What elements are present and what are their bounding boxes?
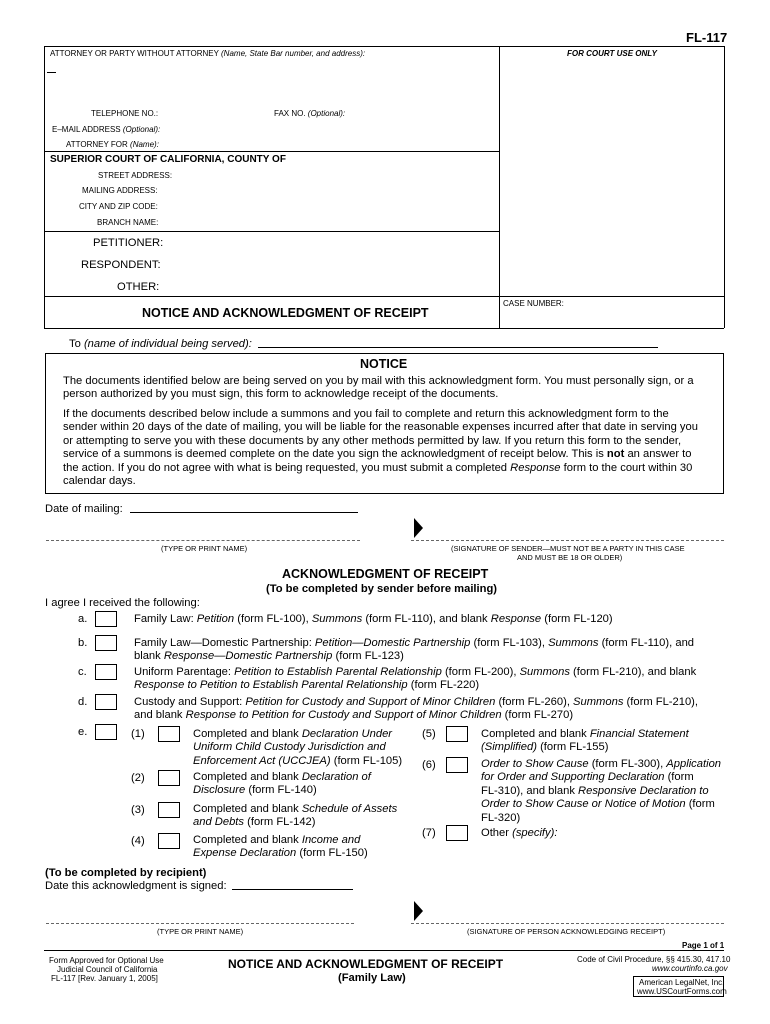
footer-top-line: [44, 950, 724, 951]
recipient-type-name-label: (TYPE OR PRINT NAME): [157, 927, 244, 936]
recipient-name-field[interactable]: [46, 923, 354, 924]
item-e6-checkbox[interactable]: [446, 757, 468, 773]
court-title: SUPERIOR COURT OF CALIFORNIA, COUNTY OF: [50, 154, 286, 165]
item-e2-text: Completed and blank Declaration of Disclosure (form FL-140): [193, 771, 371, 797]
item-e5-number: (5): [422, 728, 436, 740]
court-use-label: FOR COURT USE ONLY: [567, 49, 657, 58]
recipient-signature-label: (SIGNATURE OF PERSON ACKNOWLEDGING RECEIPT): [467, 927, 666, 936]
ack-heading: ACKNOWLEDGMENT OF RECEIPT: [282, 567, 489, 581]
item-a-text: Family Law: Petition (form FL-100), Summons (form FL-110), and blank Response (form FL-120): [134, 613, 613, 625]
header-right-line: [724, 46, 725, 328]
item-b-letter: b.: [78, 637, 88, 649]
footer-approved-3: FL-117 [Rev. January 1, 2005]: [51, 974, 158, 983]
header-line-attorney-bottom: [44, 151, 499, 152]
notice-paragraph-1: [63, 375, 694, 402]
item-e-checkbox[interactable]: [95, 724, 117, 740]
item-e3-text: Completed and blank Schedule of Assets and Debts (form FL-142): [193, 803, 398, 829]
item-e-letter: e.: [78, 726, 88, 738]
footer-approved-2: Judicial Council of California: [57, 965, 158, 974]
attorney-label: ATTORNEY OR PARTY WITHOUT ATTORNEY (Name, State Bar number, and address):: [50, 49, 366, 58]
item-e6-number: (6): [422, 759, 436, 771]
footer-approved-1: Form Approved for Optional Use: [49, 956, 164, 965]
recipient-date-field[interactable]: [232, 889, 353, 890]
notice-paragraph-2: [63, 408, 698, 488]
notice-p2-line-2: sender within 20 days of the date of mailing, you will be liable for the reasonable expenses incurred after that date in serving you: [63, 421, 698, 434]
item-e6-text: Order to Show Cause (form FL-300), Application for Order and Supporting Declaration (form FL-310), and blank Responsive Declaration to Order to Show Cause or Notice of Motion (form FL-320): [481, 758, 722, 824]
date-of-mailing-field[interactable]: [130, 512, 358, 513]
item-b-checkbox[interactable]: [95, 635, 117, 651]
sender-type-name-label: (TYPE OR PRINT NAME): [161, 544, 248, 553]
respondent-label: RESPONDENT:: [81, 259, 161, 271]
item-e7-number: (7): [422, 827, 436, 839]
item-d-checkbox[interactable]: [95, 694, 117, 710]
notice-p1-line-1: The documents identified below are being served on you by mail with this acknowledgment form. You must personally sign, or a: [63, 375, 694, 387]
sender-arrow-icon: [414, 518, 423, 538]
header-bottom-line: [44, 328, 724, 329]
fax-label: FAX NO. (Optional):: [274, 109, 346, 118]
item-d-text: Custody and Support: Petition for Custody and Support of Minor Children (form FL-260), Summons (form FL-210), and blank Response to Petition for Custody and Support of Minor Children (form FL-270): [134, 696, 699, 722]
other-label: OTHER:: [117, 281, 160, 293]
item-a-checkbox[interactable]: [95, 611, 117, 627]
footer-subtitle: (Family Law): [338, 972, 406, 984]
notice-p1-line-2: person authorized by you must sign, this form to acknowledge receipt of the documents.: [63, 388, 499, 401]
item-e4-text: Completed and blank Income and Expense Declaration (form FL-150): [193, 834, 368, 860]
telephone-label: TELEPHONE NO.:: [91, 109, 159, 118]
item-e7-checkbox[interactable]: [446, 825, 468, 841]
header-line-parties-bottom: [44, 296, 724, 297]
date-of-mailing-label: Date of mailing:: [45, 503, 123, 515]
notice-p2-line-5: the action. If you do not agree with what is being requested, you must submit a completed Response form to the court within 30: [63, 461, 693, 474]
item-c-checkbox[interactable]: [95, 664, 117, 680]
item-b-text: Family Law—Domestic Partnership: Petition—Domestic Partnership (form FL-103), Summons (form FL-110), and blank Response—Domestic Partnership (form FL-123): [134, 637, 695, 663]
mailing-address-label: MAILING ADDRESS:: [82, 186, 158, 195]
notice-p2-line-1: If the documents described below include a summons and you fail to complete and return this acknowledgment form to the: [63, 408, 669, 420]
item-e5-text: Completed and blank Financial Statement (Simplified) (form FL-155): [481, 728, 689, 754]
item-d-letter: d.: [78, 696, 88, 708]
item-e2-number: (2): [131, 772, 145, 784]
branch-name-label: BRANCH NAME:: [97, 218, 159, 227]
item-e1-number: (1): [131, 728, 145, 740]
item-c-text: Uniform Parentage: Petition to Establish Parental Relationship (form FL-200), Summons (form FL-210), and blank Response to Petition to Establish Parental Relationship (form FL-220): [134, 666, 697, 692]
header-left-line: [44, 46, 45, 328]
header-line-court-bottom: [44, 231, 499, 232]
header-mid-line: [499, 46, 500, 328]
email-label: E–MAIL ADDRESS (Optional):: [52, 125, 161, 134]
city-zip-label: CITY AND ZIP CODE:: [79, 202, 158, 211]
sender-name-field[interactable]: [46, 540, 360, 541]
notice-p2-line-6: calendar days.: [63, 475, 136, 488]
item-e5-checkbox[interactable]: [446, 726, 468, 742]
sender-signature-field[interactable]: [411, 540, 724, 541]
item-e1-text: Completed and blank Declaration Under Uniform Child Custody Jurisdiction and Enforcement Act (UCCJEA) (form FL-105): [193, 728, 403, 767]
ack-subheading: (To be completed by sender before mailing): [266, 583, 498, 595]
footer-page: Page 1 of 1: [682, 941, 725, 950]
case-number-label: CASE NUMBER:: [503, 299, 564, 308]
notice-heading: NOTICE: [360, 357, 408, 371]
attorney-for-label: ATTORNEY FOR (Name):: [66, 140, 159, 149]
notice-p2-line-4: service of a summons is deemed complete on the date you sign the acknowledgment of receipt below. This is not an answer to: [63, 448, 692, 461]
item-e4-checkbox[interactable]: [158, 833, 180, 849]
item-e1-checkbox[interactable]: [158, 726, 180, 742]
header-top-line: [44, 46, 724, 47]
attorney-dash-mark: [47, 72, 56, 73]
item-e2-checkbox[interactable]: [158, 770, 180, 786]
street-address-label: STREET ADDRESS:: [98, 171, 173, 180]
item-a-letter: a.: [78, 613, 88, 625]
form-id: FL-117: [686, 30, 728, 45]
petitioner-label: PETITIONER:: [93, 237, 164, 249]
footer-code: Code of Civil Procedure, §§ 415.30, 417.10: [577, 955, 731, 964]
to-line-label: To (name of individual being served):: [69, 338, 252, 350]
item-e3-checkbox[interactable]: [158, 802, 180, 818]
recipient-date-label: Date this acknowledgment is signed:: [45, 880, 227, 892]
recipient-arrow-icon: [414, 901, 423, 921]
ack-intro: I agree I received the following:: [45, 597, 200, 609]
recipient-signature-field[interactable]: [411, 923, 724, 924]
footer-vendor-1: American LegalNet, Inc.: [639, 978, 725, 987]
recipient-heading: (To be completed by recipient): [45, 867, 207, 879]
footer-title: NOTICE AND ACKNOWLEDGMENT OF RECEIPT: [228, 957, 504, 971]
item-e3-number: (3): [131, 804, 145, 816]
item-e7-text: Other (specify):: [481, 827, 558, 839]
sender-signature-label-1: (SIGNATURE OF SENDER—MUST NOT BE A PARTY IN THIS CASE: [451, 544, 685, 553]
item-e4-number: (4): [131, 835, 145, 847]
footer-vendor-2: www.USCourtForms.com: [637, 987, 727, 996]
item-c-letter: c.: [78, 666, 87, 678]
form-title: NOTICE AND ACKNOWLEDGMENT OF RECEIPT: [142, 306, 429, 320]
sender-signature-label-2: AND MUST BE 18 OR OLDER): [517, 553, 623, 562]
to-name-field[interactable]: [258, 347, 658, 348]
notice-p2-line-3: or attempting to serve you with these documents by any other methods permitted by law. If you return this form to the sender,: [63, 434, 682, 447]
footer-site: www.courtinfo.ca.gov: [652, 964, 728, 973]
